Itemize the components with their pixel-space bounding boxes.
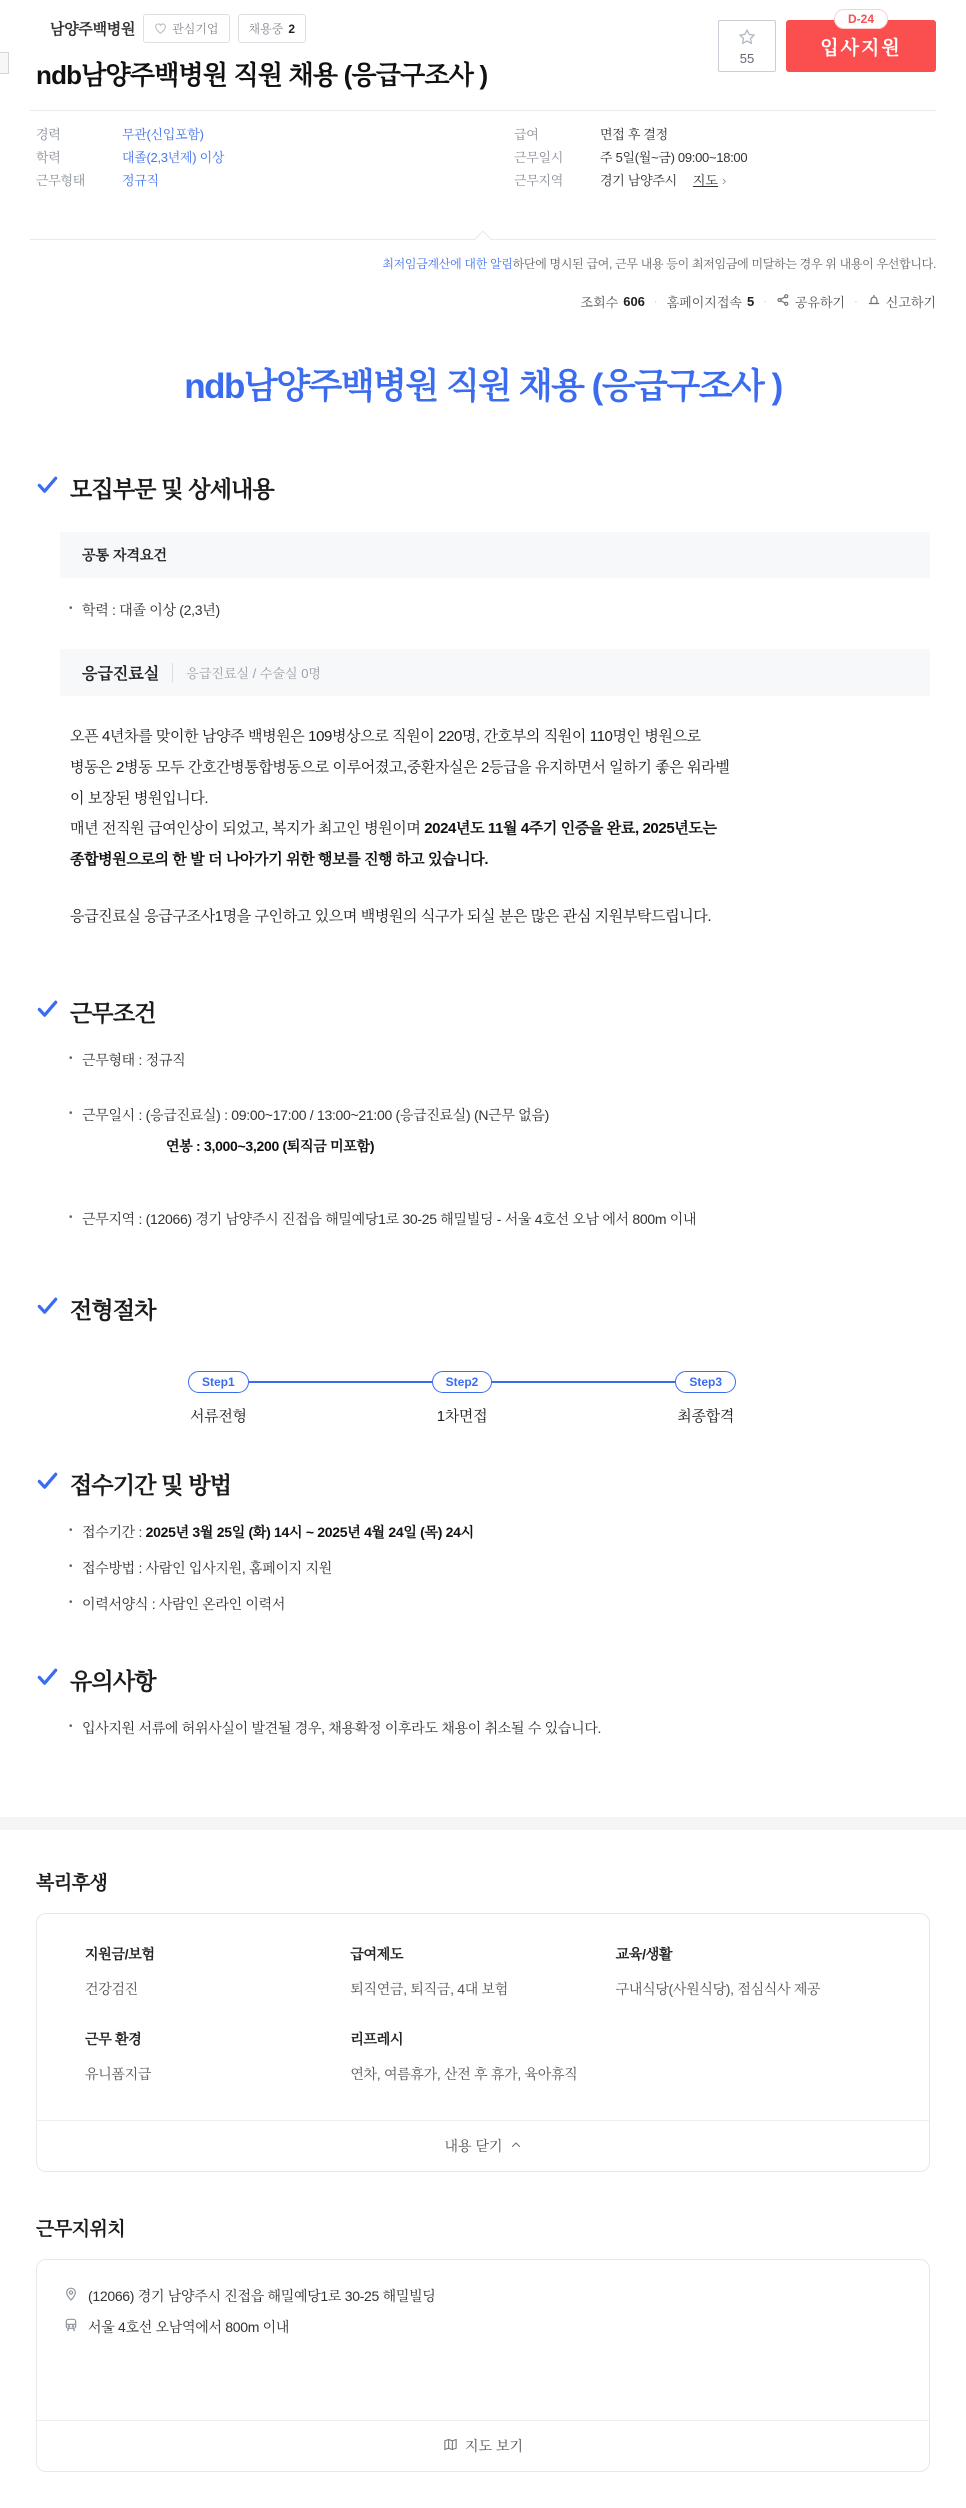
report-label: 신고하기 — [885, 295, 936, 310]
description-line: 병동은 2병동 모두 간호간병통합병동으로 이루어졌고,중환자실은 2등급을 유지하면서 일하기 좋은 워라벨이 보장된 병원입니다. — [70, 758, 730, 807]
department-name: 응급진료실 — [82, 666, 160, 683]
benefit-category: 교육/생활 — [615, 1945, 673, 1962]
summary-label: 경력 — [36, 127, 61, 142]
location-box — [36, 2259, 930, 2472]
collapse-content-button[interactable] — [37, 2120, 929, 2171]
dot-separator: · — [854, 295, 858, 308]
share-button[interactable] — [776, 292, 845, 311]
section-benefits — [0, 1830, 966, 2172]
work-condition-item: • 근무지역 : (12066) 경기 남양주시 진접읍 해밀예당1로 30-25 해밀빌딩 - 서울 4호선 오남 에서 800m 이내 — [82, 1209, 930, 1230]
benefit-category: 근무 환경 — [85, 2030, 142, 2047]
department-box — [60, 649, 930, 696]
summary-label: 근무일시 — [514, 150, 564, 165]
benefit-category: 리프레시 — [350, 2030, 404, 2047]
benefit-item — [350, 2029, 615, 2084]
summary-label: 근무지역 — [514, 173, 564, 188]
dot-separator: · — [763, 295, 767, 308]
homepage-visit-count — [667, 292, 755, 311]
benefit-item — [85, 2029, 350, 2084]
minimum-wage-link[interactable]: 최저임금계산에 대한 알림 — [382, 257, 513, 271]
description-text: 매년 전직원 급여인상이 되었고, 복지가 최고인 병원이며 — [70, 820, 425, 838]
process-step-3 — [675, 1371, 736, 1425]
hiring-badge-count: 2 — [288, 21, 295, 36]
employment-type-value-link[interactable]: 정규직 — [122, 173, 159, 188]
step-badge: Step3 — [675, 1371, 736, 1393]
summary-row-education — [36, 151, 514, 164]
process-step-1 — [188, 1371, 249, 1425]
hospital-description — [70, 722, 732, 876]
description-line — [70, 814, 732, 876]
scrap-button[interactable] — [718, 20, 776, 72]
section-recruitment-detail — [0, 471, 966, 933]
detail-big-title: ndb남양주백병원 직원 채용 (응급구조사 ) — [184, 367, 782, 406]
section-hiring-process — [0, 1292, 966, 1425]
stats-row — [0, 272, 966, 311]
benefit-item — [350, 1944, 615, 1999]
share-icon — [776, 293, 790, 310]
star-icon — [737, 27, 757, 50]
work-hours-value: 주 5일(월~금) 09:00~18:00 — [600, 150, 748, 165]
section-caution — [0, 1663, 966, 1739]
salary-detail: 연봉 : 3,000~3,200 (퇴직금 미포함) — [166, 1137, 375, 1154]
check-icon — [36, 473, 59, 502]
location-subway-line — [63, 2317, 903, 2337]
dot-separator: · — [653, 295, 658, 308]
view-map-button[interactable] — [37, 2420, 929, 2471]
application-period-item — [82, 1522, 930, 1543]
benefits-box — [36, 1913, 930, 2172]
benefit-value: 퇴직연금, 퇴직금, 4대 보험 — [350, 1980, 509, 1997]
work-condition-item: • 근무형태 : 정규직 — [82, 1050, 930, 1071]
location-heading: 근무지위치 — [36, 2218, 126, 2240]
scrap-count: 55 — [739, 50, 755, 66]
heart-icon — [154, 22, 167, 35]
job-title: ndb남양주백병원 직원 채용 (응급구조사 ) — [36, 60, 488, 90]
summary-right-column — [514, 128, 930, 197]
report-button[interactable] — [867, 292, 936, 311]
section-separator-band — [0, 1817, 966, 1830]
check-icon — [36, 1294, 59, 1323]
location-address: (12066) 경기 남양주시 진접읍 해밀예당1로 30-25 해밀빌딩 — [88, 2287, 436, 2304]
application-period-label: 접수기간 : — [82, 1523, 146, 1540]
benefit-item — [616, 1944, 881, 1999]
view-count-value: 606 — [623, 294, 645, 309]
step-badge: Step1 — [188, 1371, 249, 1393]
application-method-item: • 접수방법 : 사람인 입사지원, 홈페이지 지원 — [82, 1558, 930, 1579]
hiring-badge-label: 채용중 — [248, 22, 284, 36]
recruit-closing-note: 응급진료실 응급구조사1명을 구인하고 있으며 백병원의 식구가 되실 분은 많은 관심 지원부탁드립니다. — [70, 907, 712, 925]
step-connector-line — [249, 1381, 432, 1383]
favorite-company-label: 관심기업 — [172, 22, 219, 36]
favorite-company-button[interactable] — [143, 14, 229, 43]
job-summary — [0, 111, 966, 197]
common-requirement-item: • 학력 : 대졸 이상 (2,3년) — [82, 600, 930, 621]
dday-badge: D-24 — [834, 9, 888, 29]
minimum-wage-text: 하단에 명시된 급여, 근무 내용 등이 최저임금에 미달하는 경우 위 내용이 우선합니다. — [512, 257, 936, 271]
application-period-value: 2025년 3월 25일 (화) 14시 ~ 2025년 4월 24일 (목) 24시 — [145, 1523, 474, 1540]
step-label: 서류전형 — [189, 1407, 247, 1425]
step-label: 1차면접 — [436, 1407, 488, 1425]
section-work-conditions — [0, 995, 966, 1230]
common-requirements-box — [60, 532, 930, 578]
check-icon — [36, 1469, 59, 1498]
career-value-link[interactable]: 무관(신입포함) — [122, 127, 204, 142]
description-text-bold: 2024년도 11월 4주기 인증을 완료, 2025년도는 종합병원으로의 한 발 더 나아가기 위한 행보를 진행 하고 있습니다. — [70, 820, 717, 868]
salary-value: 면접 후 결정 — [600, 127, 668, 142]
resume-format-item: • 이력서양식 : 사람인 온라인 이력서 — [82, 1594, 930, 1615]
view-count-label: 조회수 — [580, 295, 619, 310]
homepage-visit-label: 홈페이지접속 — [666, 295, 742, 310]
summary-row-salary — [514, 128, 930, 141]
benefits-heading: 복리후생 — [36, 1872, 108, 1894]
summary-left-column — [36, 128, 514, 197]
section-heading: 근무조건 — [70, 999, 156, 1026]
common-requirements-title: 공통 자격요건 — [82, 547, 168, 563]
collapse-label: 내용 닫기 — [444, 2137, 503, 2154]
map-link[interactable]: 지도 › — [693, 174, 726, 187]
summary-divider — [30, 239, 936, 240]
hiring-count-button[interactable] — [238, 14, 306, 43]
work-region-value: 경기 남양주시 — [600, 173, 677, 188]
check-icon — [36, 1665, 59, 1694]
process-step-2 — [432, 1371, 493, 1425]
step-label: 최종합격 — [677, 1407, 735, 1425]
section-heading: 접수기간 및 방법 — [70, 1471, 232, 1498]
map-icon — [443, 2437, 458, 2455]
section-work-location — [0, 2172, 966, 2472]
apply-button-label: 입사지원 — [820, 37, 902, 59]
section-heading: 유의사항 — [70, 1667, 156, 1694]
company-name[interactable]: 남양주백병원 — [50, 21, 136, 38]
chevron-up-icon — [510, 2138, 522, 2154]
homepage-visit-value: 5 — [746, 294, 755, 309]
location-address-line — [63, 2286, 903, 2306]
view-count — [581, 292, 645, 311]
siren-icon — [867, 293, 881, 310]
summary-label: 급여 — [514, 127, 539, 142]
summary-label: 학력 — [36, 150, 61, 165]
summary-row-career — [36, 128, 514, 141]
summary-row-employment-type — [36, 174, 514, 187]
check-icon — [36, 997, 59, 1026]
work-condition-item — [82, 1105, 930, 1157]
section-heading: 모집부문 및 상세내용 — [70, 476, 274, 502]
description-line: 오픈 4년차를 맞이한 남양주 백병원은 109병상으로 직원이 220명, 간호부의 직원이 110명인 병원으로 — [70, 728, 701, 745]
benefit-value: 건강검진 — [85, 1980, 138, 1997]
summary-row-work-region — [514, 174, 930, 187]
view-map-label: 지도 보기 — [465, 2437, 523, 2454]
education-value-link[interactable]: 대졸(2,3년제) 이상 — [122, 150, 225, 165]
map-pin-icon — [63, 2286, 79, 2305]
step-connector-line — [492, 1381, 675, 1383]
process-steps — [188, 1371, 736, 1425]
work-hours-detail: 근무일시 : (응급진료실) : 09:00~17:00 / 13:00~21:00 (응급진료실) (N근무 없음) — [82, 1106, 549, 1123]
job-header — [0, 0, 966, 92]
apply-button[interactable] — [786, 12, 936, 72]
benefit-category: 급여제도 — [350, 1945, 404, 1962]
location-subway: 서울 4호선 오남역에서 800m 이내 — [88, 2318, 290, 2335]
section-application-period — [0, 1467, 966, 1615]
benefit-item-empty — [616, 2029, 881, 2084]
step-badge: Step2 — [432, 1371, 493, 1393]
share-label: 공유하기 — [794, 295, 846, 310]
department-subinfo: 응급진료실 / 수술실 0명 — [172, 663, 321, 682]
benefit-category: 지원금/보험 — [85, 1945, 155, 1962]
section-heading: 전형절차 — [70, 1296, 156, 1323]
benefit-item — [85, 1944, 350, 1999]
benefit-value: 구내식당(사원식당), 점심식사 제공 — [615, 1980, 821, 1997]
summary-label: 근무형태 — [36, 173, 86, 188]
benefit-value: 유니폼지급 — [85, 2065, 152, 2082]
caution-item: • 입사지원 서류에 허위사실이 발견될 경우, 채용확정 이후라도 채용이 취소될 수 있습니다. — [82, 1718, 930, 1739]
summary-row-work-hours — [514, 151, 930, 164]
benefit-value: 연차, 여름휴가, 산전 후 휴가, 육아휴직 — [350, 2065, 578, 2082]
subway-icon — [63, 2317, 79, 2336]
